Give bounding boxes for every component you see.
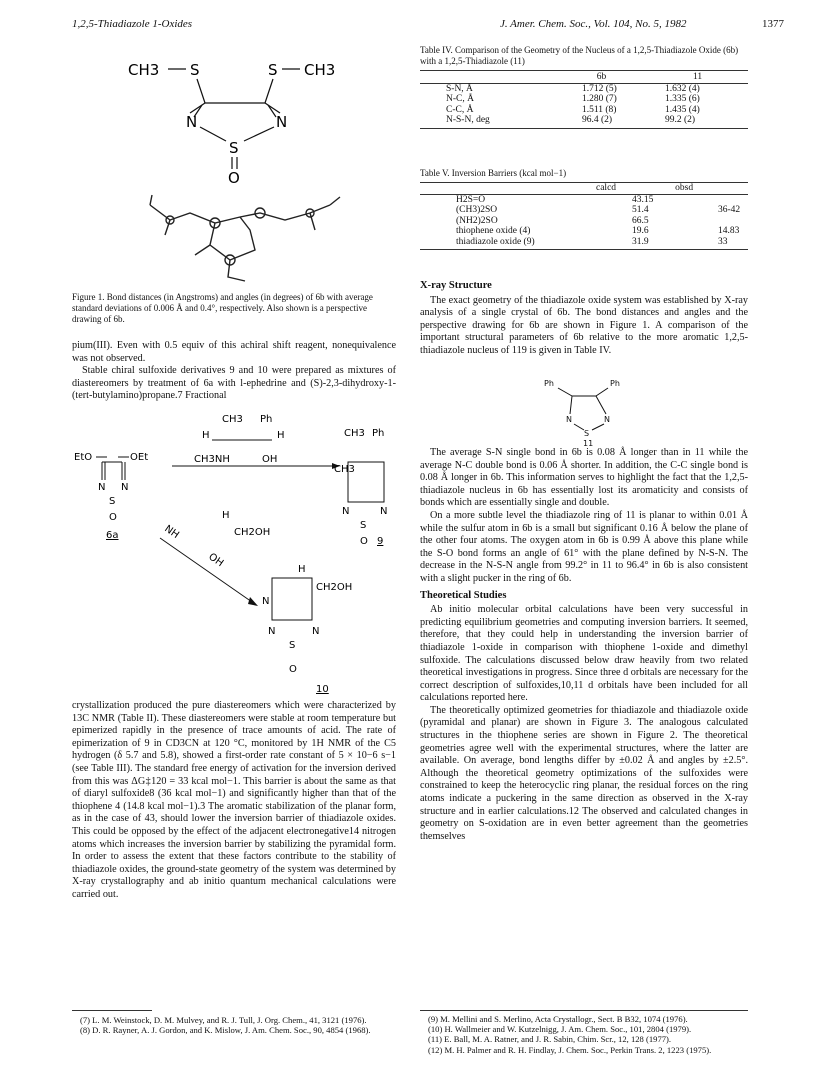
table-row: N-C, Å 1.280 (7) 1.335 (6) [446, 94, 700, 104]
scheme-s: S [109, 496, 116, 507]
table-header: 6b [596, 72, 607, 82]
compound-10: 10 [316, 684, 329, 695]
section-heading-theory: Theoretical Studies [420, 589, 507, 601]
left-references [72, 1015, 396, 1035]
scheme-oh: OH [262, 454, 278, 465]
ch3-right-label: CH3 [304, 61, 336, 79]
table-header-row [420, 72, 748, 83]
section-heading-xray: X-ray Structure [420, 280, 492, 291]
scheme-nh: N [262, 596, 270, 607]
scheme-oet: OEt [130, 452, 149, 463]
scheme-o: O [289, 664, 297, 675]
scheme-ph: Ph [260, 414, 273, 425]
compound-9: 9 [377, 536, 384, 547]
right-column-middle [420, 447, 748, 843]
table-header [420, 72, 556, 83]
scheme-nh: NH [162, 523, 181, 542]
n-left-label: N [186, 113, 198, 131]
scheme-o: O [109, 512, 117, 523]
scheme-h: H [202, 430, 210, 441]
table-iv-title: Table IV. Comparison of the Geometry of the Nucleus of a 1,2,5-Thiadiazole Oxide (6b) with a 1,2,5-Thiadiazole (11) [420, 45, 739, 66]
scheme-ch3nh: CH3NH [194, 454, 230, 465]
reference: (10) H. Wallmeier and W. Kutzelnigg, J. Am. Chem. Soc., 101, 2804 (1979). [428, 1024, 692, 1035]
scheme-n: N [312, 626, 320, 637]
s-center-label: S [229, 139, 239, 157]
ch3-left-label: CH3 [128, 61, 160, 79]
reference: (8) D. R. Rayner, A. J. Gordon, and K. Mislow, J. Am. Chem. Soc., 90, 4854 (1968). [80, 1025, 371, 1036]
paragraph: On a more subtle level the thiadiazole ring of 11 is planar to within 0.01 Å while the sulfur atom in 6b is a small but significant 0.16 Å below the plane of the other four atoms. The oxygen atom in 6b is 0.99 Å above this plane while the S-O bond forms an angle of 61° with the plane defined by N-S-N. The decrease in the N-S-N angle from 99.2° in 11 to 96.4° in 6b is also consistent with a slight pucker in the ring of 6b. [420, 509, 748, 584]
table-header: obsd [675, 183, 694, 193]
scheme-n: N [380, 506, 388, 517]
table-iv [420, 45, 748, 129]
o-label: O [228, 169, 240, 187]
right-references [420, 1014, 748, 1055]
scheme-h: H [277, 430, 285, 441]
table-row: (CH3)2SO 51.4 36-42 [456, 205, 741, 215]
right-column-top [420, 280, 748, 358]
scheme-eto: EtO [74, 452, 93, 463]
left-column-bottom [72, 700, 396, 902]
footnote-rule [420, 1010, 748, 1011]
page-number: 1377 [762, 18, 784, 30]
scheme-h: H [222, 510, 230, 521]
paragraph: The exact geometry of the thiadiazole oxide system was established by X-ray analysis of a single crystal of 6b. The bond distances and angles and the perspective drawing for 6b are shown in Figure 1. A comparison of the important structural parameters of 6b relative to the more aromatic 1,2,5-thiadiazole nucleus of 119 is given in Table IV. [420, 294, 748, 356]
reference: (7) L. M. Weinstock, D. M. Mulvey, and R. J. Tull, J. Org. Chem., 41, 3121 (1976). [80, 1015, 367, 1025]
table-v-title: Table V. Inversion Barriers (kcal mol−1) [420, 168, 567, 178]
structure-11 [540, 376, 640, 446]
scheme-h: H [298, 564, 306, 575]
reaction-scheme [72, 410, 396, 698]
scheme-ch2oh: CH2OH [316, 582, 353, 593]
journal-citation: J. Amer. Chem. Soc., Vol. 104, No. 5, 1982 [500, 18, 687, 30]
compound-6a: 6a [106, 530, 119, 541]
n-label: N [566, 415, 572, 424]
table-row: S-N, Å 1.712 (5) 1.632 (4) [446, 83, 700, 94]
scheme-n: N [342, 506, 350, 517]
n-label: N [604, 415, 610, 424]
scheme-ch2oh: CH2OH [234, 527, 271, 538]
table-row: thiophene oxide (4) 19.6 14.83 [456, 226, 740, 236]
table-header: calcd [596, 183, 617, 193]
scheme-o: O [360, 536, 368, 547]
paragraph: The average S-N single bond in 6b is 0.08 Å longer than in 11 while the average N-C double bond is 0.06 Å shorter. In addition, the C-C single bond is 0.08 Å longer in 6b. This information serves to highlight the fact that the 1,2,5-thiadiazole nucleus in 6b has essentially lost its aromaticity and consists of bonds which are essentially single and double. [420, 447, 748, 509]
paragraph: pium(III). Even with 0.5 equiv of this achiral shift reagent, nonequivalence was not observed. [72, 340, 396, 364]
s-left-label: S [190, 61, 200, 79]
paragraph: crystallization produced the pure diastereomers which were characterized by 13C NMR (Table II). These diastereomers were stable at room temperature but epimerized rapidly in the presence of trace amounts of acid. The rate of epimerization of 9 in CD3CN at 120 °C, monitored by 1H NMR of the C5 hydrogen (δ 5.7 and 5.8), showed a first-order rate constant of 5 × 10−6 s−1 (see Table III). The standard free energy of activation for the inversion derived from this was ΔG‡120 = 33 kcal mol−1. This barrier is about the same as that of diaryl sulfoxide8 (36 kcal mol−1) and significantly higher than that of the thiophene 4 (14.8 kcal mol−1).3 The aromatic stabilization of the planar form, as in the case of 43, should lower the inversion barrier of thiadiazole oxides. This could be opposed by the effect of the adjacent electronegative14 nitrogen atoms which increases the inversion barrier by stabilizing the pyramidal form. In order to assess the extent that these factors contribute to the stability of thiadiazole oxides, the ground-state geometry of the system was determined by X-ray crystallography and ab initio quantum mechanical calculations were carried out. [72, 700, 396, 900]
table-iv-body [420, 84, 748, 126]
table-v [420, 168, 748, 250]
s-label: S [584, 429, 590, 438]
table-v-header [420, 183, 748, 194]
scheme-n: N [268, 626, 276, 637]
table-header: 11 [692, 72, 703, 82]
footnote-rule [72, 1010, 152, 1011]
scheme-ch3: CH3 [334, 464, 355, 475]
compound-11-label: 11 [583, 439, 594, 446]
paragraph: The theoretically optimized geometries for thiadiazole and thiadiazole oxide (pyramidal and planar) are shown in Figure 3. The analogous calculated structures in the thiophene series are shown in Figure 2. The theoretical geometries agree well with the experimental structures, where the latter are available. On average, bond lengths differ by ±0.02 Å and angles by ±2.5°. Although the theoretical geometry optimizations of the sulfoxides were constrained to keep the heterocyclic ring planar, the residual forces on the ring atoms indicate a puckering in the same direction as observed in the X-ray structure and in earlier calculations.12 The observed and calculated changes in geometry on S-oxidation are in even better agreement than the geometries themselves [420, 704, 748, 842]
scheme-ch3: CH3 [222, 414, 243, 425]
left-column-top [72, 340, 396, 403]
reference: (11) E. Ball, M. A. Ratner, and J. R. Sabin, Chim. Scr., 12, 128 (1977). [428, 1034, 672, 1045]
figure1-caption: Figure 1. Bond distances (in Angstroms) and angles (in degrees) of 6b with average standard deviations of 0.006 Å and 0.4°, respectively. Also shown is a perspective drawing of 6b. [72, 292, 373, 324]
perspective-drawing [150, 195, 340, 281]
table-row: thiadiazole oxide (9) 31.9 33 [456, 236, 728, 247]
table-row: H2S=O 43.15 [456, 194, 654, 205]
scheme-ch3: CH3 [344, 428, 365, 439]
table-row: N-S-N, deg 96.4 (2) 99.2 (2) [446, 115, 696, 125]
scheme-ph: Ph [372, 428, 385, 439]
figure1-drawing [110, 45, 370, 285]
reference: (9) M. Mellini and S. Merlino, Acta Crystallogr., Sect. B B32, 1074 (1976). [428, 1014, 688, 1024]
scheme-n: N [98, 482, 106, 493]
paragraph: Ab initio molecular orbital calculations have been very successful in predicting equilibrium geometries and computing inversion barriers. It seemed, therefore, that they could help in understanding the inversion barrier of thiadiazole 1-oxide in comparison with thiophene 1-oxide and dimethyl sulfoxide. The calculations discussed below draw heavily from two related theoretical investigations in progress. Since three d orbitals are necessary for the correct description of sulfoxides,10,11 d orbitals have been included for all calculations reported here. [420, 604, 748, 704]
paragraph: Stable chiral sulfoxide derivatives 9 and 10 were prepared as mixtures of diastereomers by treatment of 6a with l-ephedrine and (S)-2,3-dihydroxy-1-(tert-butylamino)propane.7 Fractional [72, 365, 396, 402]
scheme-oh: OH [206, 551, 226, 570]
s-right-label: S [268, 61, 278, 79]
reference: (12) M. H. Palmer and R. H. Findlay, J. Chem. Soc., Perkin Trans. 2, 1223 (1975). [428, 1044, 712, 1055]
table-row: C-C, Å 1.511 (8) 1.435 (4) [446, 104, 700, 115]
running-title: 1,2,5-Thiadiazole 1-Oxides [72, 18, 193, 30]
table-row: (NH2)2SO 66.5 [456, 215, 649, 226]
scheme-n: N [121, 482, 129, 493]
n-right-label: N [276, 113, 288, 131]
table-iv-grid [420, 72, 748, 83]
table-v-body [420, 195, 748, 248]
ph-label: Ph [544, 379, 554, 388]
scheme-s: S [360, 520, 367, 531]
scheme-s: S [289, 640, 296, 651]
ph-label: Ph [610, 379, 620, 388]
